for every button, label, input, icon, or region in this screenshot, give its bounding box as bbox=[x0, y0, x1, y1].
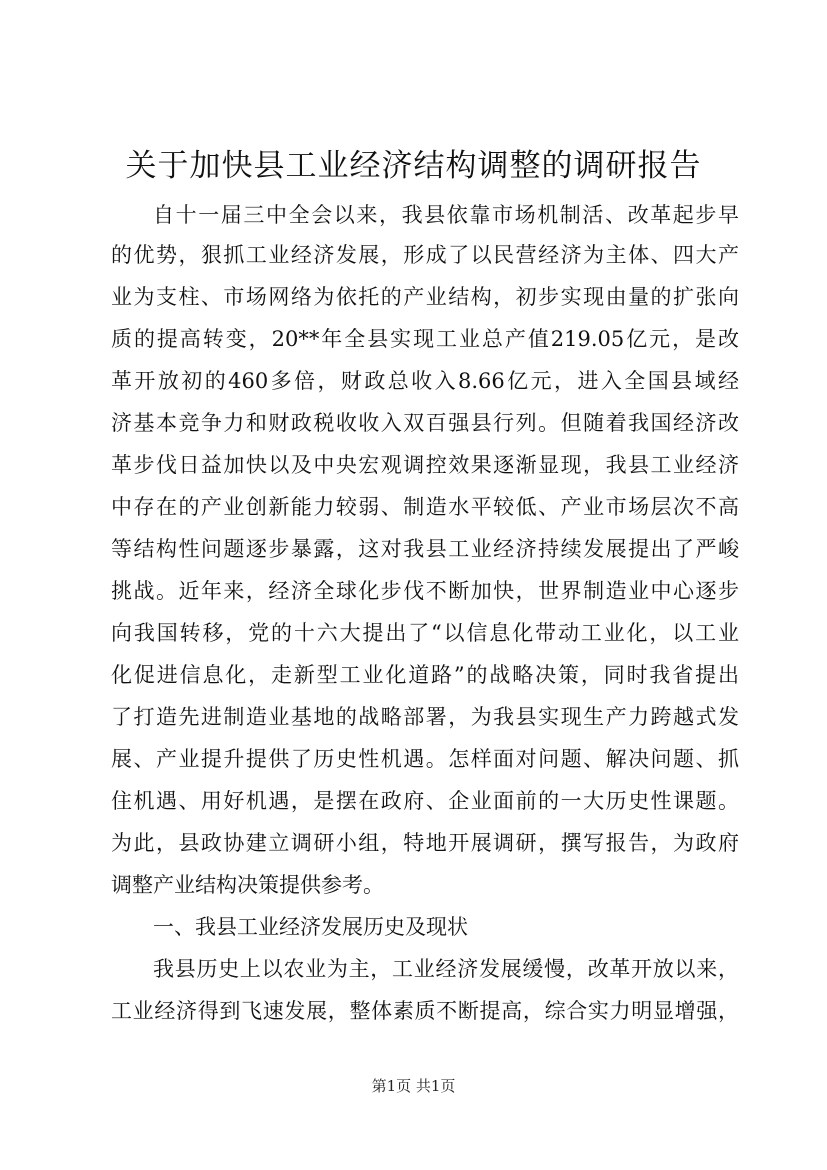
document-title: 关于加快县工业经济结构调整的调研报告 bbox=[125, 148, 702, 184]
paragraph-line: 展、产业提升提供了历史性机遇。怎样面对问题、解决问题、抓 bbox=[111, 747, 739, 771]
paragraph-line: 调整产业结构决策提供参考。 bbox=[111, 873, 384, 897]
paragraph-line: 济基本竞争力和财政税收收入双百强县行列。但随着我国经济改 bbox=[111, 411, 739, 435]
paragraph-line: 等结构性问题逐步暴露，这对我县工业经济持续发展提出了严峻 bbox=[111, 537, 739, 561]
paragraph-line: 自十一届三中全会以来，我县依靠市场机制活、改革起步早 bbox=[153, 203, 739, 227]
section-heading: 一、我县工业经济发展历史及现状 bbox=[153, 915, 468, 939]
paragraph-line: 的优势，狠抓工业经济发展，形成了以民营经济为主体、四大产 bbox=[111, 243, 739, 267]
paragraph-line: 住机遇、用好机遇，是摆在政府、企业面前的一大历史性课题。 bbox=[111, 789, 739, 813]
paragraph-line: 质的提高转变，20**年全县实现工业总产值219.05亿元，是改 bbox=[111, 327, 739, 351]
paragraph-line: 向我国转移，党的十六大提出了“以信息化带动工业化，以工业 bbox=[111, 621, 739, 645]
paragraph-line: 革步伐日益加快以及中央宏观调控效果逐渐显现，我县工业经济 bbox=[111, 453, 739, 477]
paragraph-line: 了打造先进制造业基地的战略部署，为我县实现生产力跨越式发 bbox=[111, 705, 739, 729]
page-footer: 第1页 共1页 bbox=[371, 1077, 456, 1095]
paragraph-line: 挑战。近年来，经济全球化步伐不断加快，世界制造业中心逐步 bbox=[111, 579, 739, 603]
paragraph-line: 为此，县政协建立调研小组，特地开展调研，撰写报告，为政府 bbox=[111, 831, 739, 855]
paragraph-line: 中存在的产业创新能力较弱、制造水平较低、产业市场层次不高 bbox=[111, 495, 739, 519]
paragraph-line: 革开放初的460多倍，财政总收入8.66亿元，进入全国县域经 bbox=[111, 369, 739, 393]
paragraph-line: 业为支柱、市场网络为依托的产业结构，初步实现由量的扩张向 bbox=[111, 285, 739, 309]
paragraph-line: 工业经济得到飞速发展，整体素质不断提高，综合实力明显增强， bbox=[111, 999, 739, 1023]
paragraph-line: 化促进信息化，走新型工业化道路”的战略决策，同时我省提出 bbox=[111, 663, 739, 687]
paragraph-line: 我县历史上以农业为主，工业经济发展缓慢，改革开放以来， bbox=[153, 957, 739, 981]
